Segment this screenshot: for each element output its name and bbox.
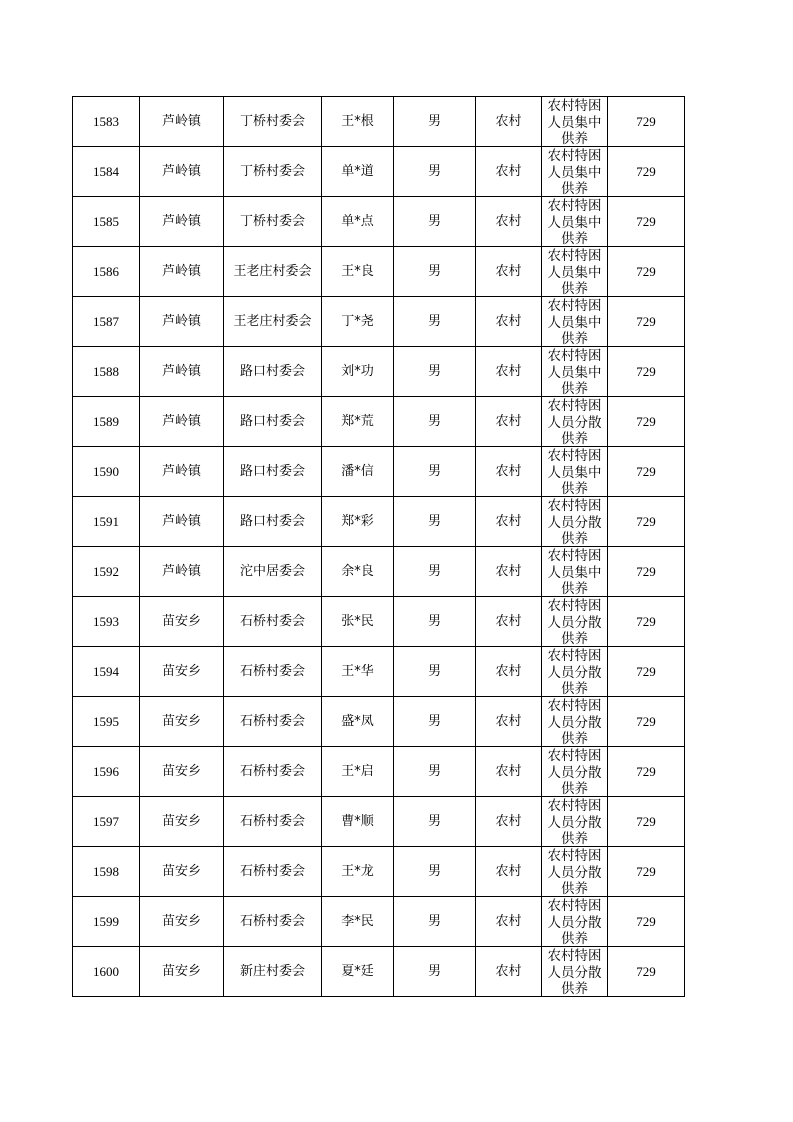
cell-person-name: 单*道 (322, 147, 394, 197)
cell-gender: 男 (394, 497, 476, 547)
cell-amount: 729 (608, 497, 685, 547)
cell-support-type (542, 647, 608, 697)
cell-township: 芦岭镇 (140, 247, 224, 297)
cell-gender: 男 (394, 797, 476, 847)
cell-serial-number: 1586 (73, 247, 140, 297)
cell-township: 苗安乡 (140, 647, 224, 697)
cell-township: 芦岭镇 (140, 547, 224, 597)
cell-support-type (542, 847, 608, 897)
cell-village-committee: 王老庄村委会 (224, 297, 322, 347)
cell-amount: 729 (608, 197, 685, 247)
table-row (73, 247, 685, 297)
table-row (73, 147, 685, 197)
cell-serial-number: 1597 (73, 797, 140, 847)
cell-serial-number: 1587 (73, 297, 140, 347)
cell-person-name: 单*点 (322, 197, 394, 247)
table-row (73, 197, 685, 247)
cell-township: 苗安乡 (140, 797, 224, 847)
cell-area-type: 农村 (476, 747, 542, 797)
cell-gender: 男 (394, 297, 476, 347)
cell-amount: 729 (608, 247, 685, 297)
table-row (73, 747, 685, 797)
table-body (73, 97, 685, 997)
cell-area-type: 农村 (476, 447, 542, 497)
cell-amount: 729 (608, 97, 685, 147)
support-type-text: 农村特困人员分散供养 (547, 948, 602, 996)
cell-township: 芦岭镇 (140, 147, 224, 197)
cell-village-committee: 石桥村委会 (224, 647, 322, 697)
cell-support-type (542, 97, 608, 147)
cell-area-type: 农村 (476, 597, 542, 647)
cell-village-committee: 新庄村委会 (224, 947, 322, 997)
cell-amount: 729 (608, 647, 685, 697)
cell-person-name: 余*良 (322, 547, 394, 597)
table-row (73, 547, 685, 597)
cell-serial-number: 1596 (73, 747, 140, 797)
cell-support-type (542, 947, 608, 997)
cell-serial-number: 1584 (73, 147, 140, 197)
support-type-text: 农村特困人员集中供养 (547, 148, 602, 196)
support-type-text: 农村特困人员分散供养 (547, 848, 602, 896)
cell-village-committee: 丁桥村委会 (224, 97, 322, 147)
cell-village-committee: 路口村委会 (224, 397, 322, 447)
cell-village-committee: 石桥村委会 (224, 897, 322, 947)
cell-gender: 男 (394, 747, 476, 797)
cell-person-name: 潘*信 (322, 447, 394, 497)
table-row (73, 597, 685, 647)
cell-township: 芦岭镇 (140, 197, 224, 247)
table-row (73, 797, 685, 847)
cell-township: 苗安乡 (140, 847, 224, 897)
cell-person-name: 王*启 (322, 747, 394, 797)
cell-person-name: 李*民 (322, 897, 394, 947)
cell-village-committee: 石桥村委会 (224, 697, 322, 747)
cell-area-type: 农村 (476, 197, 542, 247)
cell-village-committee: 石桥村委会 (224, 747, 322, 797)
cell-serial-number: 1588 (73, 347, 140, 397)
table-row (73, 647, 685, 697)
cell-serial-number: 1599 (73, 897, 140, 947)
cell-township: 苗安乡 (140, 697, 224, 747)
cell-support-type (542, 447, 608, 497)
cell-person-name: 刘*功 (322, 347, 394, 397)
cell-gender: 男 (394, 97, 476, 147)
cell-area-type: 农村 (476, 147, 542, 197)
cell-amount: 729 (608, 147, 685, 197)
table-row (73, 497, 685, 547)
cell-area-type: 农村 (476, 547, 542, 597)
cell-support-type (542, 747, 608, 797)
table-row (73, 397, 685, 447)
cell-serial-number: 1595 (73, 697, 140, 747)
cell-amount: 729 (608, 547, 685, 597)
cell-gender: 男 (394, 347, 476, 397)
cell-support-type (542, 897, 608, 947)
support-type-text: 农村特困人员集中供养 (547, 448, 602, 496)
cell-serial-number: 1583 (73, 97, 140, 147)
cell-area-type: 农村 (476, 297, 542, 347)
cell-person-name: 郑*荒 (322, 397, 394, 447)
cell-village-committee: 路口村委会 (224, 447, 322, 497)
cell-amount: 729 (608, 447, 685, 497)
cell-area-type: 农村 (476, 97, 542, 147)
cell-person-name: 盛*凤 (322, 697, 394, 747)
cell-gender: 男 (394, 247, 476, 297)
cell-person-name: 王*良 (322, 247, 394, 297)
cell-area-type: 农村 (476, 897, 542, 947)
cell-village-committee: 路口村委会 (224, 347, 322, 397)
cell-support-type (542, 147, 608, 197)
cell-amount: 729 (608, 747, 685, 797)
cell-area-type: 农村 (476, 947, 542, 997)
cell-support-type (542, 547, 608, 597)
cell-support-type (542, 347, 608, 397)
cell-village-committee: 石桥村委会 (224, 847, 322, 897)
cell-amount: 729 (608, 597, 685, 647)
cell-gender: 男 (394, 197, 476, 247)
cell-amount: 729 (608, 697, 685, 747)
cell-serial-number: 1589 (73, 397, 140, 447)
cell-support-type (542, 597, 608, 647)
table-row (73, 97, 685, 147)
cell-village-committee: 路口村委会 (224, 497, 322, 547)
cell-gender: 男 (394, 447, 476, 497)
cell-support-type (542, 397, 608, 447)
table-row (73, 947, 685, 997)
cell-village-committee: 丁桥村委会 (224, 197, 322, 247)
support-type-text: 农村特困人员集中供养 (547, 248, 602, 296)
cell-village-committee: 石桥村委会 (224, 597, 322, 647)
cell-support-type (542, 497, 608, 547)
table-row (73, 897, 685, 947)
support-type-text: 农村特困人员分散供养 (547, 798, 602, 846)
support-type-text: 农村特困人员分散供养 (547, 748, 602, 796)
cell-serial-number: 1590 (73, 447, 140, 497)
cell-township: 芦岭镇 (140, 447, 224, 497)
cell-support-type (542, 247, 608, 297)
cell-person-name: 郑*彩 (322, 497, 394, 547)
cell-amount: 729 (608, 797, 685, 847)
cell-serial-number: 1594 (73, 647, 140, 697)
cell-support-type (542, 297, 608, 347)
cell-township: 苗安乡 (140, 597, 224, 647)
beneficiary-table (72, 96, 685, 997)
support-type-text: 农村特困人员集中供养 (547, 198, 602, 246)
cell-person-name: 王*根 (322, 97, 394, 147)
cell-township: 芦岭镇 (140, 347, 224, 397)
cell-gender: 男 (394, 897, 476, 947)
cell-person-name: 曹*顺 (322, 797, 394, 847)
cell-amount: 729 (608, 397, 685, 447)
cell-support-type (542, 797, 608, 847)
table-row (73, 447, 685, 497)
cell-township: 苗安乡 (140, 747, 224, 797)
cell-area-type: 农村 (476, 497, 542, 547)
support-type-text: 农村特困人员分散供养 (547, 398, 602, 446)
cell-person-name: 丁*尧 (322, 297, 394, 347)
cell-gender: 男 (394, 597, 476, 647)
cell-township: 苗安乡 (140, 897, 224, 947)
support-type-text: 农村特困人员集中供养 (547, 348, 602, 396)
table-row (73, 347, 685, 397)
cell-serial-number: 1600 (73, 947, 140, 997)
cell-serial-number: 1591 (73, 497, 140, 547)
cell-serial-number: 1585 (73, 197, 140, 247)
cell-township: 芦岭镇 (140, 97, 224, 147)
support-type-text: 农村特困人员分散供养 (547, 898, 602, 946)
cell-amount: 729 (608, 847, 685, 897)
cell-person-name: 王*华 (322, 647, 394, 697)
cell-amount: 729 (608, 897, 685, 947)
cell-support-type (542, 197, 608, 247)
cell-township: 芦岭镇 (140, 497, 224, 547)
cell-serial-number: 1598 (73, 847, 140, 897)
cell-area-type: 农村 (476, 247, 542, 297)
cell-township: 芦岭镇 (140, 297, 224, 347)
cell-gender: 男 (394, 947, 476, 997)
cell-gender: 男 (394, 647, 476, 697)
support-type-text: 农村特困人员集中供养 (547, 548, 602, 596)
cell-township: 苗安乡 (140, 947, 224, 997)
table-row (73, 847, 685, 897)
cell-area-type: 农村 (476, 397, 542, 447)
cell-village-committee: 丁桥村委会 (224, 147, 322, 197)
cell-village-committee: 石桥村委会 (224, 797, 322, 847)
cell-serial-number: 1593 (73, 597, 140, 647)
cell-area-type: 农村 (476, 847, 542, 897)
cell-area-type: 农村 (476, 647, 542, 697)
support-type-text: 农村特困人员集中供养 (547, 98, 602, 146)
cell-area-type: 农村 (476, 347, 542, 397)
cell-gender: 男 (394, 847, 476, 897)
cell-village-committee: 沱中居委会 (224, 547, 322, 597)
support-type-text: 农村特困人员分散供养 (547, 648, 602, 696)
table-row (73, 297, 685, 347)
cell-person-name: 王*龙 (322, 847, 394, 897)
cell-amount: 729 (608, 347, 685, 397)
cell-village-committee: 王老庄村委会 (224, 247, 322, 297)
cell-area-type: 农村 (476, 697, 542, 747)
cell-person-name: 张*民 (322, 597, 394, 647)
support-type-text: 农村特困人员集中供养 (547, 298, 602, 346)
cell-gender: 男 (394, 697, 476, 747)
cell-township: 芦岭镇 (140, 397, 224, 447)
support-type-text: 农村特困人员分散供养 (547, 598, 602, 646)
cell-person-name: 夏*廷 (322, 947, 394, 997)
table-row (73, 697, 685, 747)
cell-serial-number: 1592 (73, 547, 140, 597)
cell-amount: 729 (608, 947, 685, 997)
cell-gender: 男 (394, 547, 476, 597)
support-type-text: 农村特困人员分散供养 (547, 698, 602, 746)
support-type-text: 农村特困人员分散供养 (547, 498, 602, 546)
cell-amount: 729 (608, 297, 685, 347)
cell-gender: 男 (394, 397, 476, 447)
cell-support-type (542, 697, 608, 747)
cell-area-type: 农村 (476, 797, 542, 847)
cell-gender: 男 (394, 147, 476, 197)
